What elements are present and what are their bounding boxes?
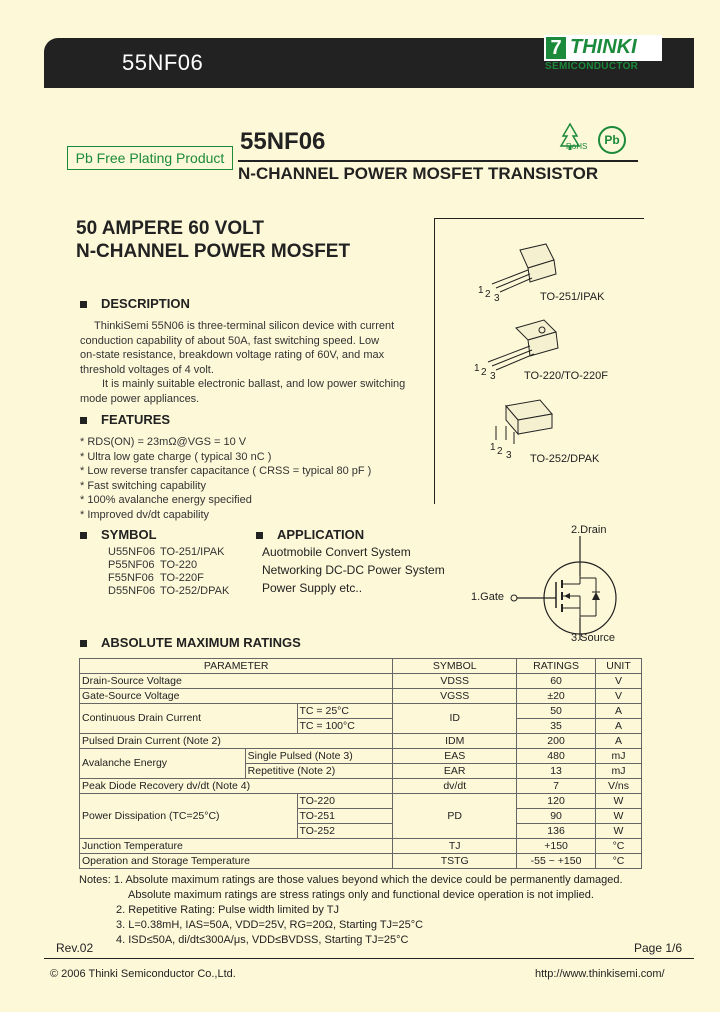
symbol-list [108,546,229,598]
feature-item: * Improved dv/dt capability [80,508,210,521]
feature-item: * Fast switching capability [80,479,206,492]
pb-free-badge: Pb Free Plating Product [67,146,233,170]
description-line: conduction capability of about 50A, fast switching speed. Low [80,334,380,347]
rohs-label: RoHS [566,142,588,151]
feature-item: * Low reverse transfer capacitance ( CRSS = typical 80 pF ) [80,465,372,477]
pin-label: 3 [494,293,500,304]
symbol-row: D55NF06 TO-252/DPAK [108,585,230,597]
ratings-heading: ABSOLUTE MAXIMUM RATINGS [80,635,301,650]
note-line: Notes: 1. Absolute maximum ratings are those values beyond which the device could be permanently damaged. [79,874,623,886]
application-heading: APPLICATION [256,527,364,542]
source-label: 3.Source [571,632,616,644]
logo-mark: 7 [546,37,566,59]
pin-label: 1 [490,442,496,453]
description-line: ThinkiSemi 55N06 is three-terminal silicon device with current [94,320,395,332]
logo-subtitle: SEMICONDUCTOR [545,61,639,72]
table-row: Avalanche Energy Single Pulsed (Note 3) EAS 480 mJ [80,749,642,764]
title-part-number: 55NF06 [240,128,326,155]
to220-package-icon [480,318,570,378]
table-row: Operation and Storage Temperature TSTG -55 ~ +150 °C [80,854,642,869]
application-list [262,543,445,597]
table-row: TO-252 136 W [80,824,642,839]
gate-label: 1.Gate [471,591,505,603]
revision: Rev.02 [56,941,94,955]
application-item: Networking DC-DC Power System [262,563,445,577]
package-label-to220: TO-220/TO-220F [524,370,608,382]
description-line: threshold voltages of 4 volt. [80,363,214,376]
pin-label: 1 [474,363,480,374]
registered-icon: R [668,58,680,70]
features-list [80,435,420,522]
symbol-row: F55NF06 TO-220F [108,572,204,584]
drain-label: 2.Drain [571,524,607,536]
table-row: Repetitive (Note 2) EAR 13 mJ [80,764,642,779]
table-row: Continuous Drain Current TC = 25°C ID 50 A [80,704,642,719]
header-part-number: 55NF06 [122,50,204,75]
feature-item: * Ultra low gate charge ( typical 30 nC ) [80,450,272,463]
description-line: It is mainly suitable electronic ballast, and low power switching [102,378,406,390]
note-line: Absolute maximum ratings are stress ratings only and functional device operation is not implied. [128,889,594,901]
pb-icon: Pb [598,126,626,154]
page-number: Page 1/6 [634,941,683,955]
headline-line1: 50 AMPERE 60 VOLT [76,218,264,239]
symbol-heading: SYMBOL [80,527,157,542]
package-label-to252: TO-252/DPAK [530,453,600,465]
table-row: Drain-Source Voltage VDSS 60 V [80,674,642,689]
table-row: Junction Temperature TJ +150 °C [80,839,642,854]
feature-item: * RDS(ON) = 23mΩ@VGS = 10 V [80,436,247,448]
table-row: Pulsed Drain Current (Note 2) IDM 200 A [80,734,642,749]
table-row: Gate-Source Voltage VGSS ±20 V [80,689,642,704]
footer-divider [44,958,694,959]
pin-label: 3 [506,450,512,461]
pin-label: 1 [478,285,484,296]
symbol-row: U55NF06 TO-251/IPAK [108,546,225,558]
notes [79,873,623,948]
note-line: 3. L=0.38mH, IAS=50A, VDD=25V, RG=20Ω, Starting TJ=25°C [116,919,424,931]
pin-label: 3 [490,371,496,382]
application-item: Power Supply etc.. [262,581,363,595]
headline-line2: N-CHANNEL POWER MOSFET [76,241,351,262]
description-line: on-state resistance, breakdown voltage rating of 60V, and max [80,349,385,361]
note-line: 4. ISD≤50A, di/dt≤300A/μs, VDD≤BVDSS, Starting TJ=25°C [116,934,409,946]
table-row: Peak Diode Recovery dv/dt (Note 4) dv/dt 7 V/ns [80,779,642,794]
mosfet-schematic-icon [506,536,636,640]
website-link[interactable]: http://www.thinkisemi.com/ [535,968,665,980]
pin-label: 2 [481,367,487,378]
description-text [80,319,410,406]
ratings-table-body [79,658,642,869]
table-row: TC = 100°C 35 A [80,719,642,734]
note-line: 2. Repetitive Rating: Pulse width limited by TJ [116,904,339,916]
feature-item: * 100% avalanche energy specified [80,494,252,506]
table-row: PARAMETER SYMBOL RATINGS UNIT [80,659,642,674]
title-subtitle: N-CHANNEL POWER MOSFET TRANSISTOR [238,164,599,183]
logo-name: THINKI [570,36,637,58]
pin-label: 2 [485,289,491,300]
features-heading: FEATURES [80,412,170,427]
title-divider [238,160,638,162]
copyright: © 2006 Thinki Semiconductor Co.,Ltd. [50,968,236,980]
description-heading: DESCRIPTION [80,296,190,311]
table-row: Power Dissipation (TC=25°C) TO-220 PD 120 W [80,794,642,809]
table-row: TO-251 90 W [80,809,642,824]
application-item: Auotmobile Convert System [262,545,411,559]
symbol-row: P55NF06 TO-220 [108,559,198,571]
description-line: mode power appliances. [80,392,200,405]
pin-label: 2 [497,446,503,457]
package-label-to251: TO-251/IPAK [540,291,605,303]
